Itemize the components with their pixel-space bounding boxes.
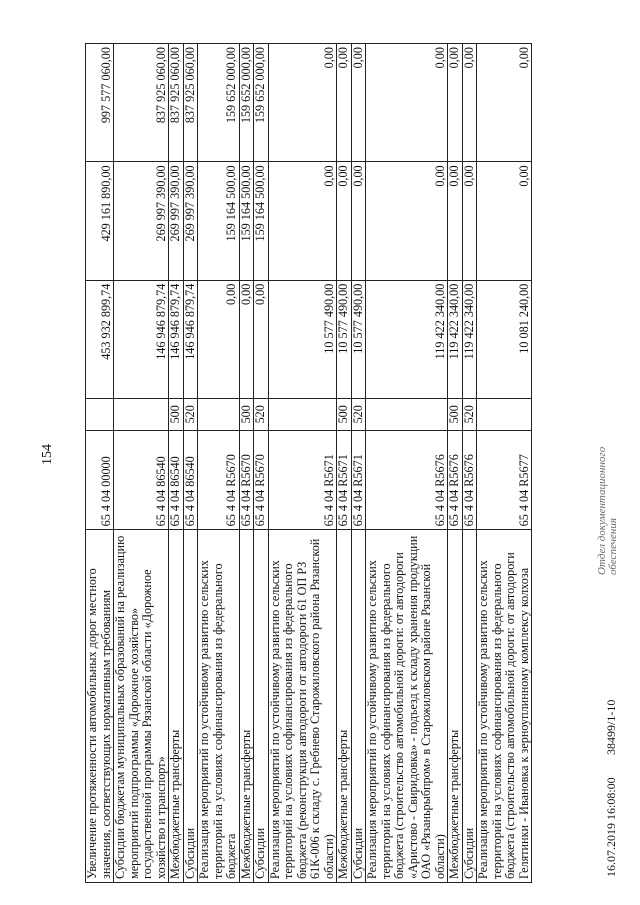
row-name: Межбюджетные трансферты xyxy=(337,530,352,883)
table-row xyxy=(477,44,532,883)
row-value-1: 10 577 490,00 xyxy=(268,280,337,398)
row-value-2: 159 164 500,00 xyxy=(254,162,269,280)
table-row xyxy=(183,44,198,883)
row-value-1: 0,00 xyxy=(198,280,240,398)
row-expense-type xyxy=(366,398,448,430)
row-expense-type: 520 xyxy=(351,398,366,430)
footer-timestamp: 16.07.2019 16:08:00 xyxy=(604,777,618,877)
row-expense-type xyxy=(198,398,240,430)
table-row xyxy=(86,44,114,883)
table-row xyxy=(114,44,169,883)
row-value-2: 0,00 xyxy=(337,162,352,280)
row-value-2: 0,00 xyxy=(351,162,366,280)
row-value-1: 10 081 240,00 xyxy=(477,280,532,398)
row-name: Реализация мероприятий по устойчивому развитию сельских территорий на условиях софинансирования из федерального бюджета xyxy=(198,530,240,883)
row-value-2: 159 164 500,00 xyxy=(198,162,240,280)
row-value-3: 0,00 xyxy=(351,44,366,162)
row-value-3: 0,00 xyxy=(337,44,352,162)
row-value-1: 119 422 340,00 xyxy=(462,280,477,398)
row-value-2: 269 997 390,00 xyxy=(183,162,198,280)
footnote-stamp xyxy=(597,447,619,575)
row-value-2: 0,00 xyxy=(462,162,477,280)
row-value-1: 453 932 899,74 xyxy=(86,280,114,398)
table-row xyxy=(462,44,477,883)
row-expense-type xyxy=(477,398,532,430)
table-row xyxy=(351,44,366,883)
row-expense-type: 500 xyxy=(448,398,463,430)
row-value-3: 837 925 060,00 xyxy=(183,44,198,162)
row-name: Межбюджетные трансферты xyxy=(239,530,254,883)
row-value-3: 159 652 000,00 xyxy=(239,44,254,162)
row-value-3: 159 652 000,00 xyxy=(198,44,240,162)
row-value-1: 119 422 340,00 xyxy=(366,280,448,398)
row-value-2: 0,00 xyxy=(366,162,448,280)
row-name: Субсидии бюджетам муниципальных образований на реализацию мероприятий подпрограммы «Дорожное хозяйство» государственной программы Рязанской области «Дорожное хозяйство и транспорт» xyxy=(114,530,169,883)
row-value-3: 0,00 xyxy=(268,44,337,162)
row-name: Субсидии xyxy=(462,530,477,883)
row-name: Субсидии xyxy=(254,530,269,883)
row-value-2: 0,00 xyxy=(448,162,463,280)
row-value-3: 159 652 000,00 xyxy=(254,44,269,162)
row-value-3: 0,00 xyxy=(366,44,448,162)
row-code: 65 4 04 R5670 xyxy=(198,430,240,530)
row-code: 65 4 04 86540 xyxy=(183,430,198,530)
row-name: Межбюджетные трансферты xyxy=(448,530,463,883)
row-value-3: 0,00 xyxy=(448,44,463,162)
row-value-2: 0,00 xyxy=(268,162,337,280)
row-value-3: 837 925 060,00 xyxy=(169,44,184,162)
row-value-2: 429 161 890,00 xyxy=(86,162,114,280)
row-expense-type: 500 xyxy=(169,398,184,430)
row-value-3: 837 925 060,00 xyxy=(114,44,169,162)
footnote-line-1: Отдел документационного xyxy=(596,446,608,575)
row-code: 65 4 04 R5671 xyxy=(268,430,337,530)
row-code: 65 4 04 R5677 xyxy=(477,430,532,530)
row-name: Субсидии xyxy=(183,530,198,883)
row-expense-type: 520 xyxy=(462,398,477,430)
row-code: 65 4 04 R5670 xyxy=(239,430,254,530)
row-name: Межбюджетные трансферты xyxy=(169,530,184,883)
row-code: 65 4 04 R5676 xyxy=(366,430,448,530)
row-code: 65 4 04 R5671 xyxy=(351,430,366,530)
row-code: 65 4 04 R5676 xyxy=(448,430,463,530)
row-expense-type xyxy=(86,398,114,430)
row-name: Увеличение протяженности автомобильных дорог местного значения, соответствующих нормативным требованиям xyxy=(86,530,114,883)
table-row xyxy=(239,44,254,883)
table-row xyxy=(254,44,269,883)
row-value-1: 146 946 879,74 xyxy=(183,280,198,398)
row-code: 65 4 04 86540 xyxy=(169,430,184,530)
row-code: 65 4 04 00000 xyxy=(86,430,114,530)
budget-table xyxy=(85,43,532,883)
row-expense-type: 500 xyxy=(337,398,352,430)
row-code: 65 4 04 R5671 xyxy=(337,430,352,530)
table-row xyxy=(366,44,448,883)
row-value-1: 146 946 879,74 xyxy=(169,280,184,398)
row-code: 65 4 04 R5676 xyxy=(462,430,477,530)
row-value-1: 119 422 340,00 xyxy=(448,280,463,398)
table-row xyxy=(448,44,463,883)
row-expense-type: 500 xyxy=(239,398,254,430)
page-number: 154 xyxy=(40,444,55,465)
row-value-2: 0,00 xyxy=(477,162,532,280)
row-value-1: 146 946 879,74 xyxy=(114,280,169,398)
row-expense-type: 520 xyxy=(183,398,198,430)
table-row xyxy=(268,44,337,883)
row-value-2: 269 997 390,00 xyxy=(169,162,184,280)
table-row xyxy=(169,44,184,883)
row-code: 65 4 04 R5670 xyxy=(254,430,269,530)
row-value-2: 269 997 390,00 xyxy=(114,162,169,280)
row-value-3: 0,00 xyxy=(477,44,532,162)
table-row xyxy=(337,44,352,883)
row-name: Реализация мероприятий по устойчивому развитию сельских территорий на условиях софинансирования из федерального бюджета (реконструкция автодороги от автодороги 61 ОП РЗ 61К-006 к складу с. Гребнево Старожиловского района Рязанской области) xyxy=(268,530,337,883)
row-name: Реализация мероприятий по устойчивому развитию сельских территорий на условиях софинансирования из федерального бюджета (строительство автомобильной дороги: от автодороги «Аристово - Свиридовка» - подъезд к складу хранения продукции ОАО «Рязаньрыбпром» в Старожиловском районе Рязанской области) xyxy=(366,530,448,883)
table-row xyxy=(198,44,240,883)
row-expense-type xyxy=(114,398,169,430)
row-expense-type xyxy=(268,398,337,430)
row-value-3: 0,00 xyxy=(462,44,477,162)
row-value-3: 997 577 060,00 xyxy=(86,44,114,162)
footer-doc-id: 38499/1-10 xyxy=(604,699,618,755)
footnote-line-2: обеспечения xyxy=(607,518,619,575)
row-value-1: 10 577 490,00 xyxy=(337,280,352,398)
row-value-1: 10 577 490,00 xyxy=(351,280,366,398)
row-name: Субсидии xyxy=(351,530,366,883)
row-value-1: 0,00 xyxy=(239,280,254,398)
row-value-2: 159 164 500,00 xyxy=(239,162,254,280)
row-name: Реализация мероприятий по устойчивому развитию сельских территорий на условиях софинансирования из федерального бюджета (строительство автомобильной дороги: от автодороги Гелятинки - Ивановка к зерноуплинному комплексу колхоза xyxy=(477,530,532,883)
row-code: 65 4 04 86540 xyxy=(114,430,169,530)
row-value-1: 0,00 xyxy=(254,280,269,398)
row-expense-type: 520 xyxy=(254,398,269,430)
